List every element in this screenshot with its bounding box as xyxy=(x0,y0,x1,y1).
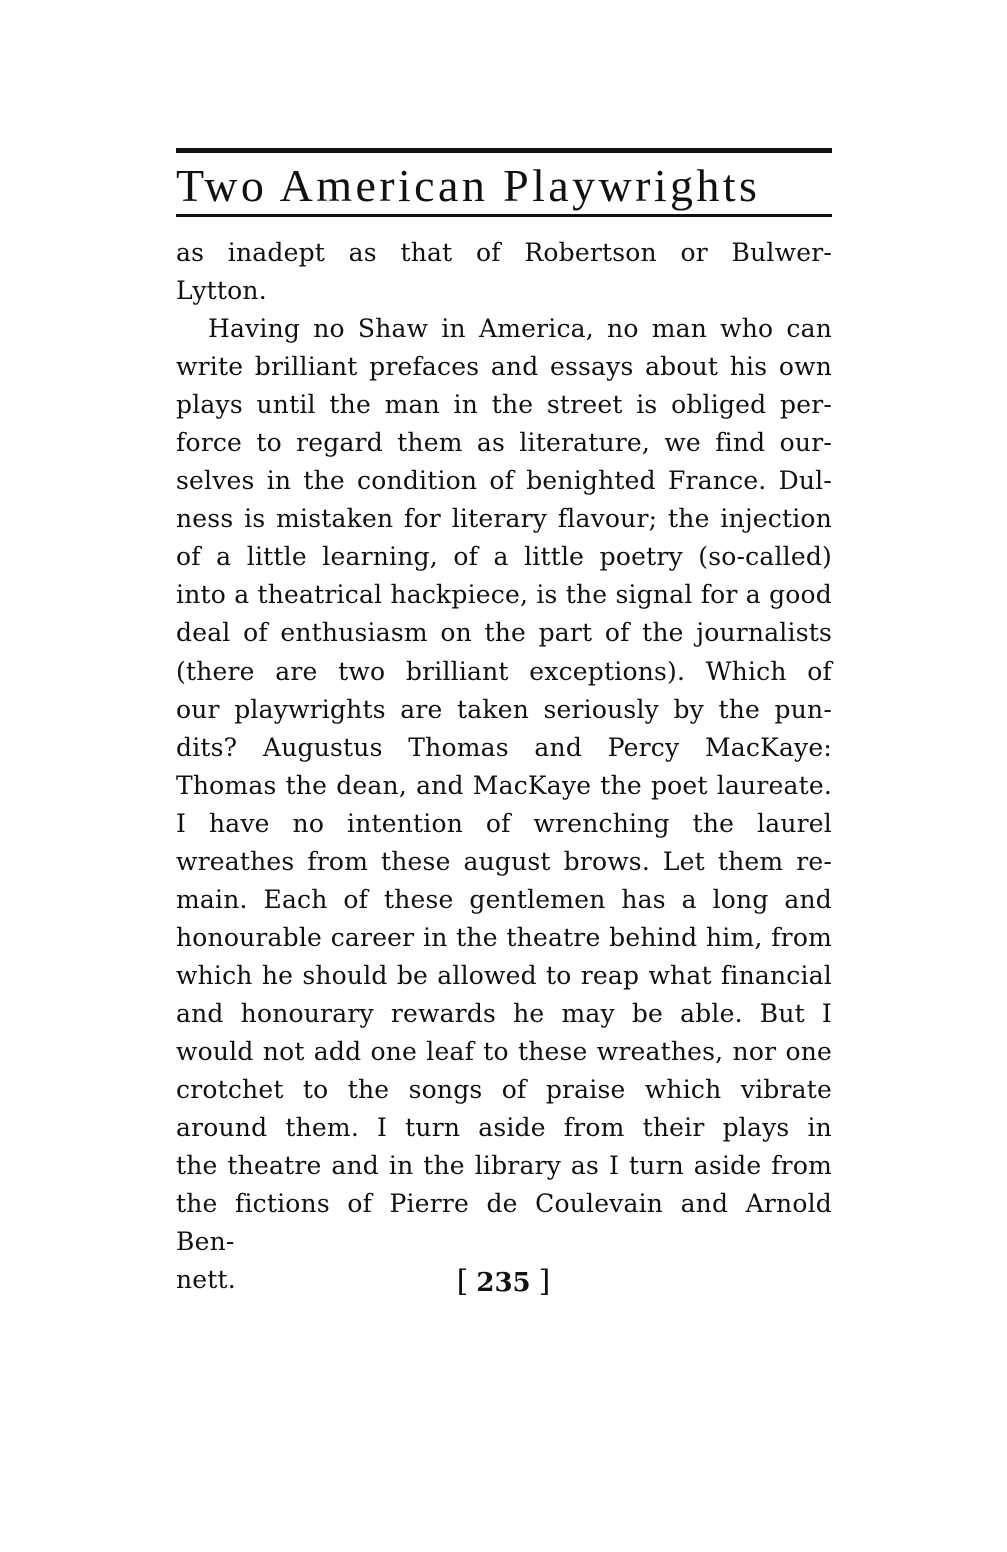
text-line: force to regard them as literature, we find our- xyxy=(176,428,832,458)
text-line: wreathes from these august brows. Let them re- xyxy=(176,846,832,876)
text-line: I have no intention of wrenching the laurel xyxy=(176,808,832,838)
page-number xyxy=(0,1264,1007,1301)
header-rule-top xyxy=(176,148,832,153)
text-line: main. Each of these gentlemen has a long and xyxy=(176,884,832,914)
text-line: (there are two brilliant exceptions). Which of xyxy=(176,656,832,686)
folio-open-bracket: [ xyxy=(456,1264,469,1299)
header-rule-bottom xyxy=(176,214,832,217)
text-line: around them. I turn aside from their plays in xyxy=(176,1113,832,1143)
folio-number: 235 xyxy=(476,1268,531,1298)
text-line: into a theatrical hackpiece, is the signal for a good xyxy=(176,580,832,610)
text-line: and honourary rewards he may be able. But I xyxy=(176,998,832,1028)
text-line: deal of enthusiasm on the part of the journalists xyxy=(176,618,832,648)
running-head: Two American Playwrights xyxy=(176,160,761,211)
text-line: our playwrights are taken seriously by the pun- xyxy=(176,694,832,724)
text-line: write brilliant prefaces and essays about his own xyxy=(176,352,832,382)
text-line: would not add one leaf to these wreathes, nor one xyxy=(176,1036,832,1066)
text-line: the theatre and in the library as I turn aside from xyxy=(176,1151,832,1181)
folio-close-bracket: ] xyxy=(538,1264,551,1299)
body-text xyxy=(176,234,832,1299)
text-line: dits? Augustus Thomas and Percy MacKaye: xyxy=(176,732,832,762)
text-line: selves in the condition of benighted France. Dul- xyxy=(176,466,832,496)
text-line: the fictions of Pierre de Coulevain and Arnold Ben- xyxy=(176,1189,832,1257)
text-line: Thomas the dean, and MacKaye the poet laureate. xyxy=(176,770,832,800)
text-line: nett. xyxy=(176,1265,236,1295)
text-line: plays until the man in the street is obliged per- xyxy=(176,390,832,420)
text-line: Having no Shaw in America, no man who can xyxy=(208,314,832,344)
text-line: crotchet to the songs of praise which vibrate xyxy=(176,1075,832,1105)
text-line: which he should be allowed to reap what financial xyxy=(176,960,832,990)
text-line: of a little learning, of a little poetry (so-called) xyxy=(176,542,832,572)
text-line: Lytton. xyxy=(176,276,267,306)
text-line: honourable career in the theatre behind him, from xyxy=(176,922,832,952)
text-line: ness is mistaken for literary flavour; the injection xyxy=(176,504,832,534)
text-line: as inadept as that of Robertson or Bulwer- xyxy=(176,238,832,267)
